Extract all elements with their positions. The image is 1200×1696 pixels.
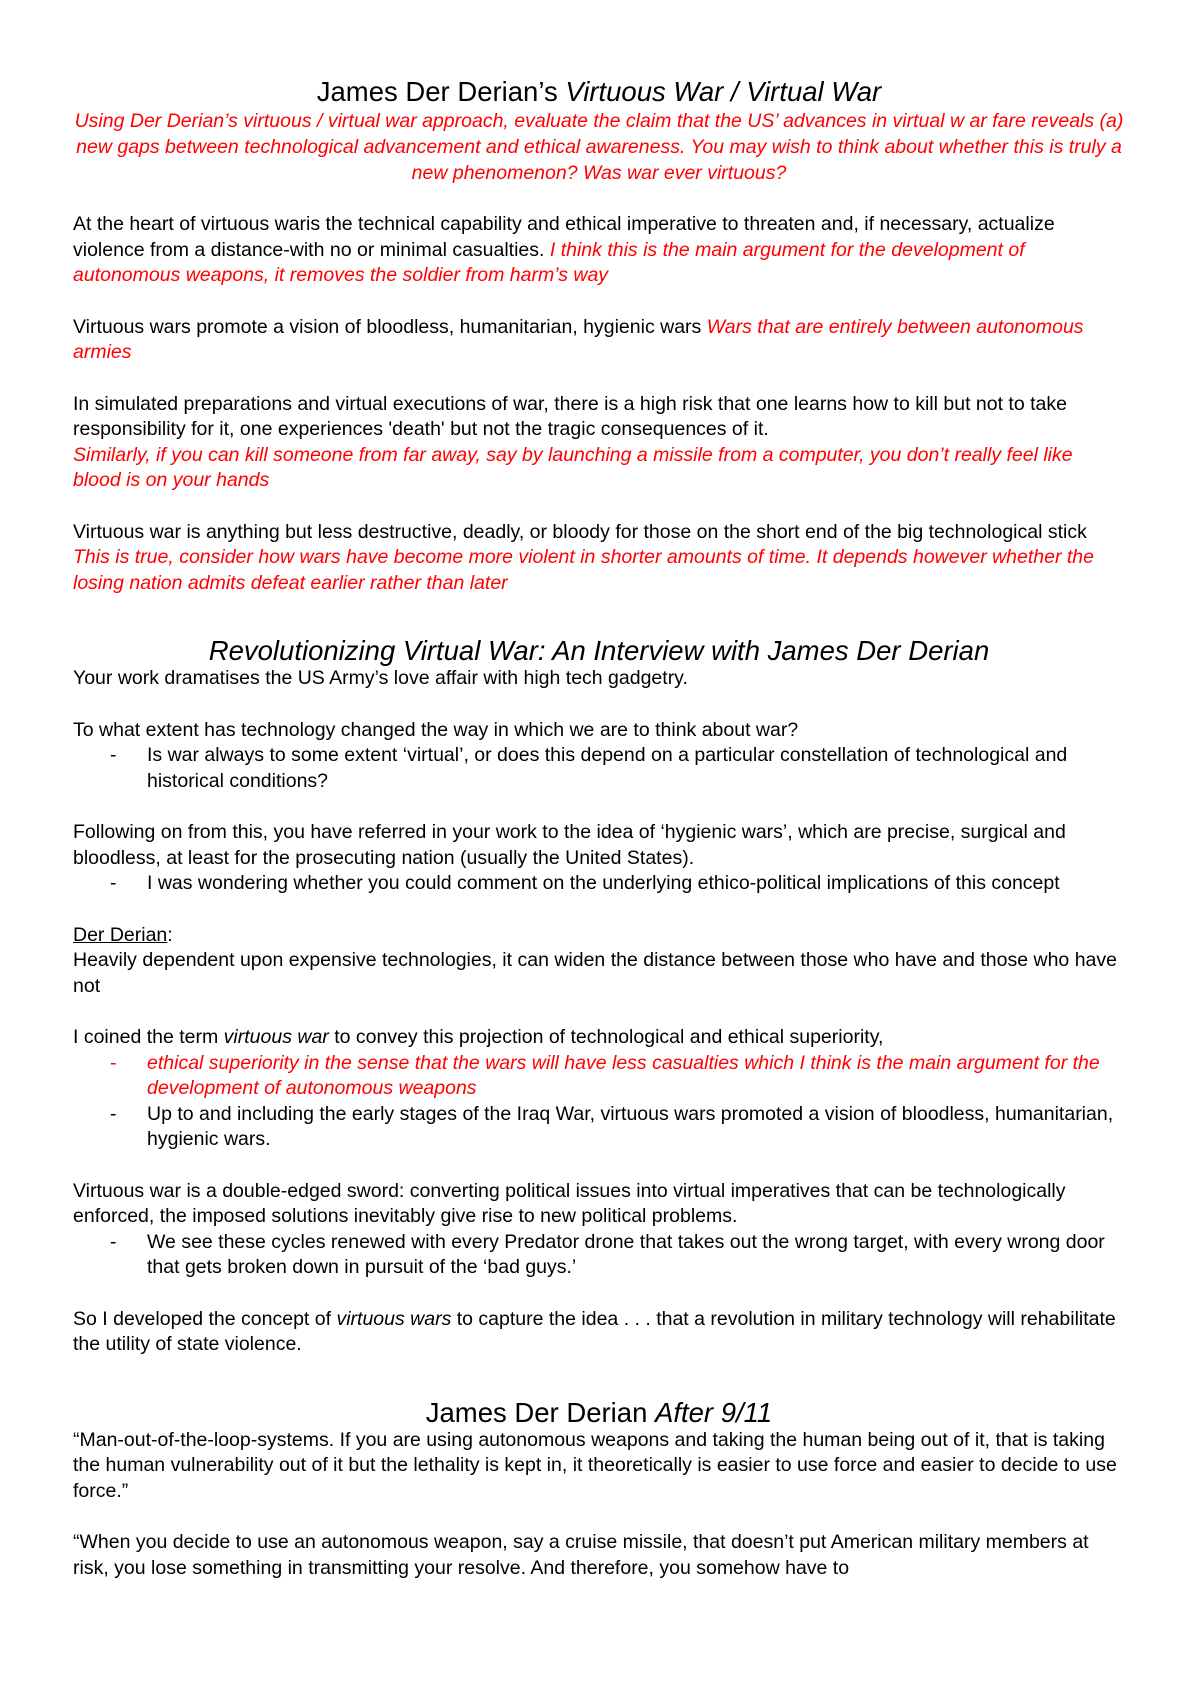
title-text: James Der Derian’s <box>316 76 566 107</box>
speaker-name: Der Derian <box>73 923 168 946</box>
annotation-note-far-away: Similarly, if you can kill someone from far away, say by launching a missile from a computer, you don’t really feel like blood is on your hands <box>73 443 1073 491</box>
title-italic-text: Virtuous War / Virtual War <box>565 76 882 107</box>
paragraph-text: Virtuous war is anything but less destructive, deadly, or bloody for those on the short end of the big technological stick <box>73 520 1087 543</box>
paragraph-heart-of-virtuous-war <box>73 212 1125 289</box>
italic-term: virtuous war <box>223 1026 329 1048</box>
answer-paragraph-2 <box>73 1025 1125 1051</box>
paragraph-simulated-preparations <box>73 392 1125 443</box>
paragraph-text: I coined the term <box>73 1026 224 1048</box>
title-italic-text: Revolutionizing Virtual War: An Interview with James Der Derian <box>208 635 990 666</box>
list-item: - We see these cycles renewed with every Predator drone that takes out the wrong target, with every wrong door that gets broken down in pursuit of the ‘bad guys.’ <box>147 1230 1125 1281</box>
paragraph-destructive <box>73 520 1125 597</box>
list-item-annotation: - ethical superiority in the sense that the wars will have less casualties which I think is the main argument for the development of autonomous weapons <box>147 1051 1125 1102</box>
title-italic-text: After 9/11 <box>655 1396 773 1428</box>
answer-2-list <box>73 1051 1125 1153</box>
list-item: - Up to and including the early stages of the Iraq War, virtuous wars promoted a vision of bloodless, humanitarian, hygienic wars. <box>147 1102 1125 1153</box>
italic-term: virtuous wars <box>336 1307 452 1330</box>
interview-question-2: Following on from this, you have referred in your work to the idea of ‘hygienic wars’, which are precise, surgical and bloodless, at least for the prosecuting nation (usually the United States). <box>73 821 1066 869</box>
answer-paragraph-4 <box>73 1307 1125 1358</box>
paragraph-text: In simulated preparations and virtual executions of war, there is a high risk that one learns how to kill but not to take responsibility for it, one experiences 'death' but not the tragic consequences of it. <box>73 392 1067 440</box>
interview-intro: Your work dramatises the US Army’s love affair with high tech gadgetry. <box>73 667 688 689</box>
section-title-interview <box>73 636 1125 666</box>
annotation-note: I think this is the main argument for the development of autonomous weapons, it removes the soldier from harm’s way <box>73 238 1025 286</box>
paragraph-text: Virtuous wars promote a vision of bloodless, humanitarian, hygienic wars <box>73 315 707 338</box>
question-1-list <box>73 743 1125 794</box>
section-title-virtuous-war <box>73 76 1125 108</box>
quote-man-out-of-loop: “Man-out-of-the-loop-systems. If you are using autonomous weapons and taking the human being out of it, that is taking the human vulnerability out of it but the lethality is kept in, it theoretically is easier to use force and easier to decide to use force.” <box>73 1428 1117 1502</box>
question-2-list <box>73 871 1125 897</box>
answer-paragraph-1: Heavily dependent upon expensive technologies, it can widen the distance between those who have and those who have not <box>73 949 1117 997</box>
paragraph-text: At the heart of virtuous waris the technical capability and ethical imperative to threaten and, if necessary, actualize violence from a distance-with no or minimal casualties. <box>73 213 1055 261</box>
paragraph-text: to capture the idea . . . that a revolution in military technology will rehabilitate the utility of state violence. <box>73 1307 1116 1355</box>
title-text: James Der Derian <box>425 1396 656 1428</box>
speaker-colon: : <box>167 923 173 946</box>
interview-question-1: To what extent has technology changed the way in which we are to think about war? <box>73 718 799 741</box>
paragraph-text: to convey this projection of technological and ethical superiority, <box>328 1026 884 1048</box>
paragraph-bloodless-wars <box>73 315 1125 366</box>
section-title-after-911 <box>73 1398 1125 1428</box>
answer-3-list <box>73 1230 1125 1281</box>
quote-cruise-missile: “When you decide to use an autonomous weapon, say a cruise missile, that doesn’t put American military members at risk, you lose something in transmitting your resolve. And therefore, you somehow have to <box>73 1531 1089 1579</box>
list-item: - Is war always to some extent ‘virtual’, or does this depend on a particular constellation of technological and historical conditions? <box>147 743 1125 794</box>
annotation-note: Wars that are entirely between autonomous armies <box>73 315 1084 363</box>
speaker-label <box>73 923 1125 949</box>
paragraph-text: So I developed the concept of <box>73 1307 337 1330</box>
essay-prompt: Using Der Derian’s virtuous / virtual war approach, evaluate the claim that the US’ advances in virtual w ar fare reveals (a) new gaps between technological advancement and ethical awareness. You may wish to think about whether this is truly a new phenomenon? Was war ever virtuous? <box>74 110 1124 184</box>
annotation-note: This is true, consider how wars have become more violent in shorter amounts of time. It depends however whether the losing nation admits defeat earlier rather than later <box>73 546 1094 594</box>
answer-paragraph-3: Virtuous war is a double-edged sword: converting political issues into virtual imperatives that can be technologically enforced, the imposed solutions inevitably give rise to new political problems. <box>73 1179 1066 1227</box>
list-item: - I was wondering whether you could comment on the underlying ethico-political implications of this concept <box>147 871 1125 897</box>
